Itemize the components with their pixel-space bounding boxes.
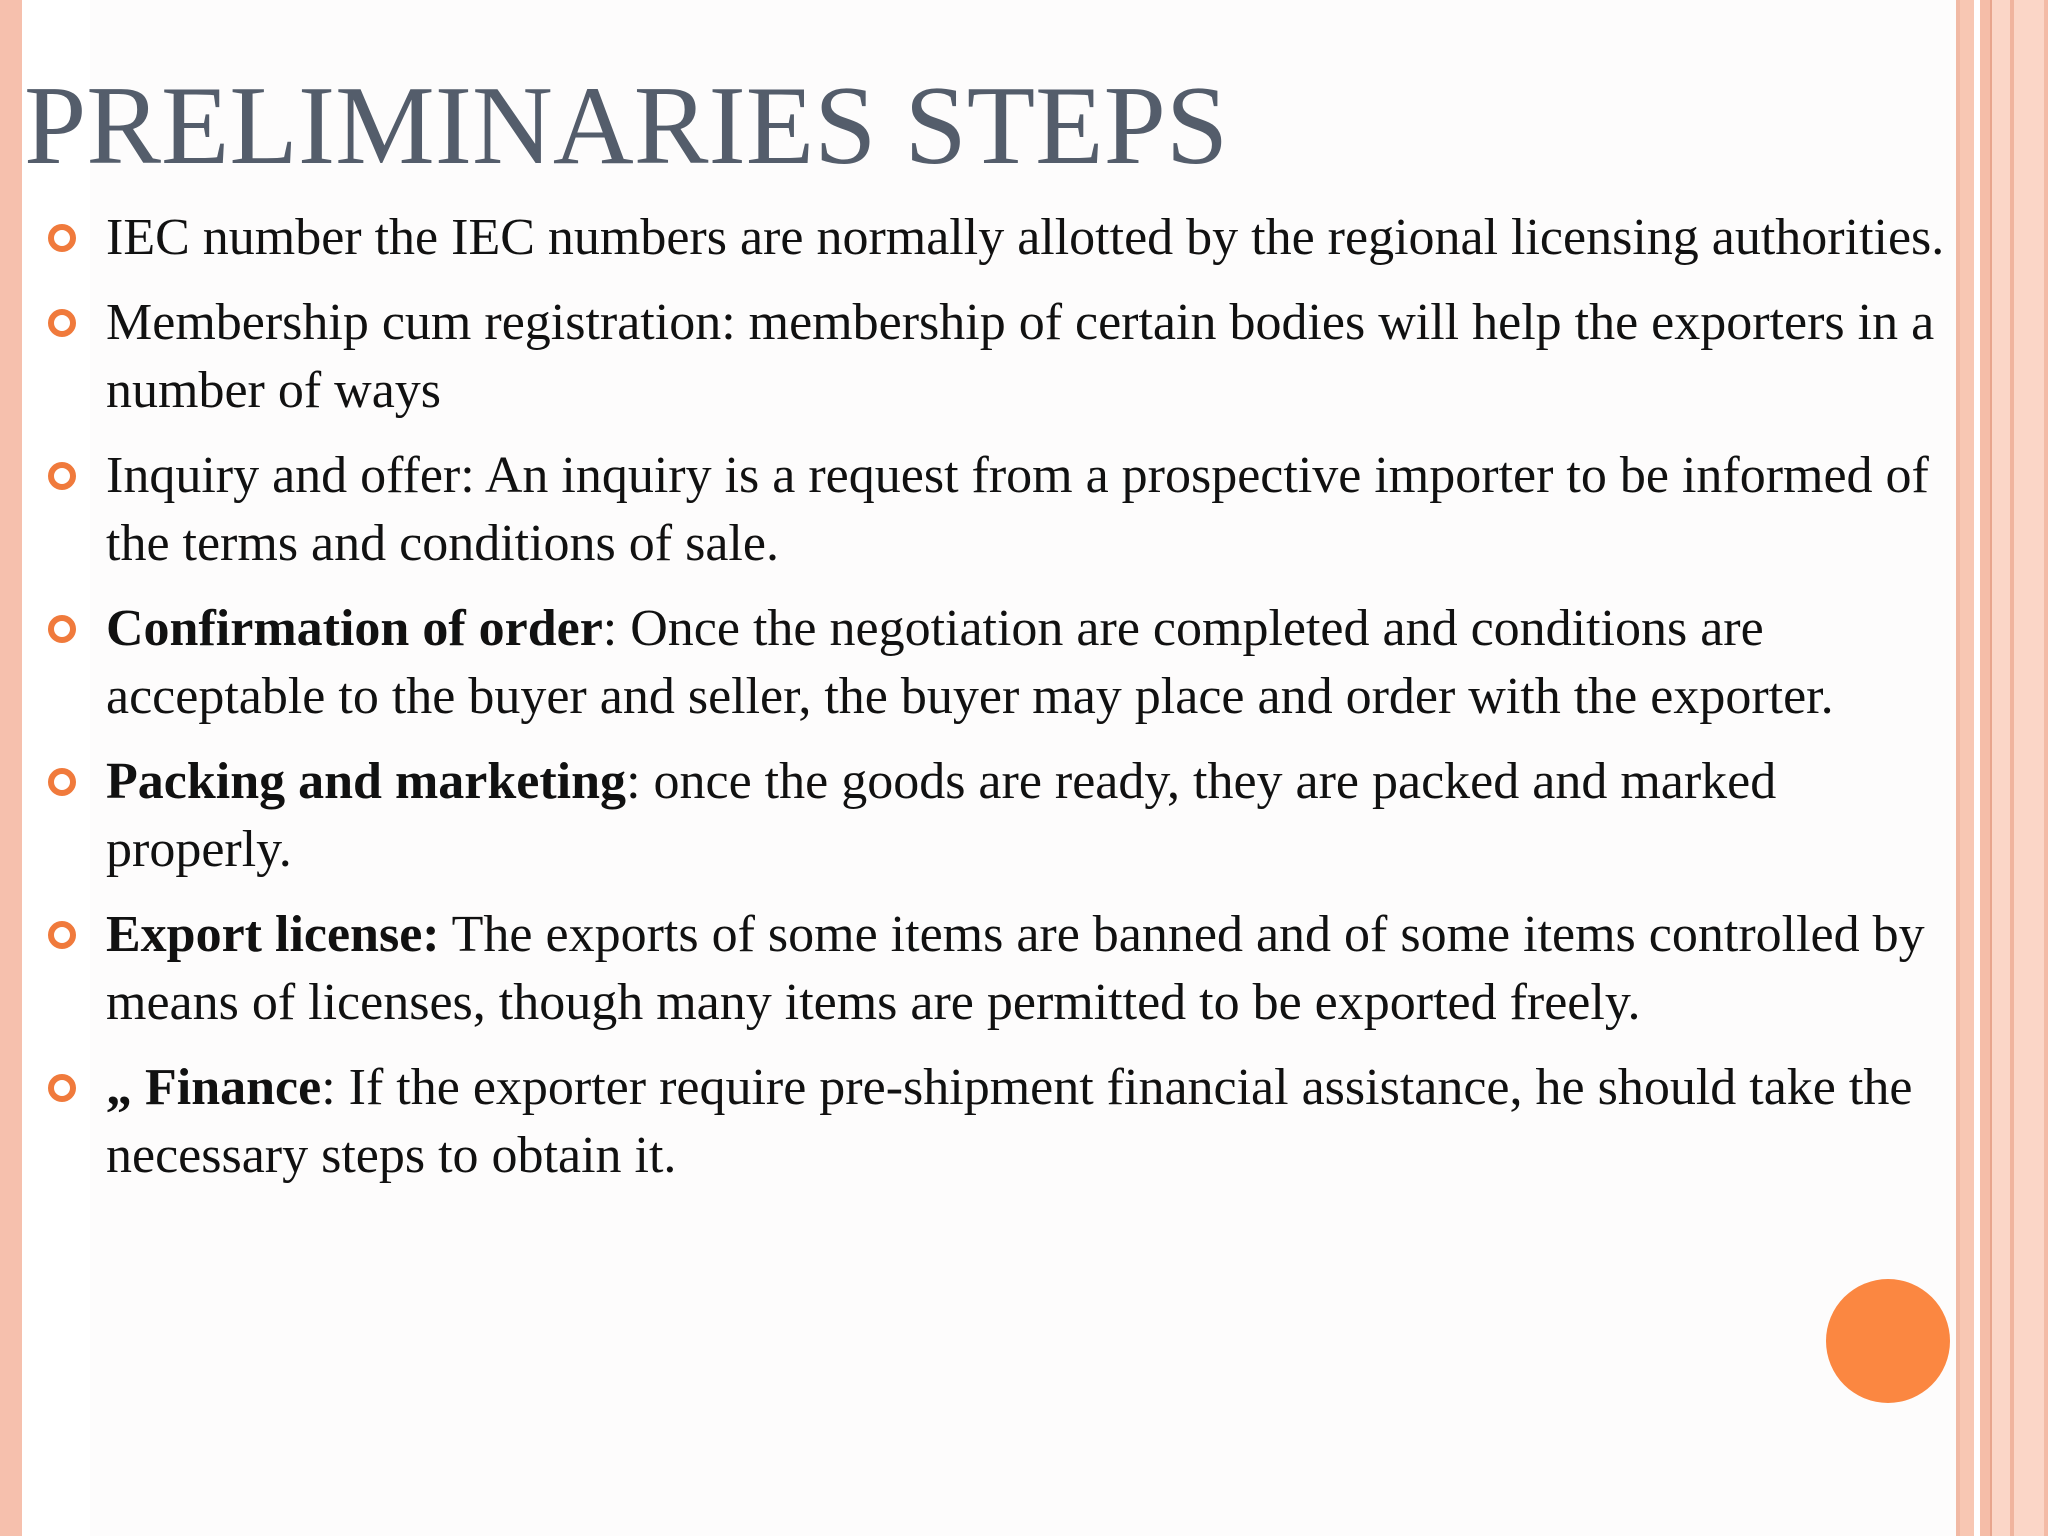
bullet-item-finance xyxy=(44,1054,1964,1190)
slide-title: PRELIMINARIES STEPS xyxy=(24,64,1229,188)
bullet-text: : Once the negotiation are completed and conditions are acceptable to the buyer and seller, the buyer may place and order with the exporter. xyxy=(106,600,1834,725)
ring-bullet-icon xyxy=(48,1074,76,1102)
bullet-item-membership xyxy=(44,289,1964,425)
bullet-text: : once the goods are ready, they are packed and marked properly. xyxy=(106,753,1777,878)
ring-bullet-icon xyxy=(48,768,76,796)
bullet-item-confirmation-order xyxy=(44,595,1964,731)
right-border-stripe xyxy=(2010,0,2014,1536)
bullet-heading: Export license: xyxy=(106,906,440,963)
ring-bullet-icon xyxy=(48,224,76,252)
bullet-text: The exports of some items are banned and of some items controlled by means of licenses, though many items are permitted to be exported freely. xyxy=(106,906,1925,1031)
bullet-text: Membership cum registration: membership of certain bodies will help the exporters in a number of ways xyxy=(106,294,1935,419)
bullet-text: Inquiry and offer: An inquiry is a request from a prospective importer to be informed of the terms and conditions of sale. xyxy=(106,447,1929,572)
bullet-item-export-license xyxy=(44,901,1964,1037)
ring-bullet-icon xyxy=(48,921,76,949)
right-border-stripe xyxy=(2044,0,2048,1536)
bullet-item-packing-marketing xyxy=(44,748,1964,884)
bullet-heading: „ Finance xyxy=(106,1059,322,1116)
bullet-text: : If the exporter require pre-shipment financial assistance, he should take the necessary steps to obtain it. xyxy=(106,1059,1913,1184)
bullet-heading: Confirmation of order xyxy=(106,600,603,657)
bullet-item-iec-number xyxy=(44,204,1964,272)
ring-bullet-icon xyxy=(48,462,76,490)
right-border-stripe xyxy=(1992,0,2044,1536)
bullet-heading: Packing and marketing xyxy=(106,753,627,810)
left-border-strip xyxy=(0,0,22,1536)
right-border-stripe xyxy=(1980,0,1990,1536)
ring-bullet-icon xyxy=(48,309,76,337)
ring-bullet-icon xyxy=(48,615,76,643)
bullet-list xyxy=(44,204,1964,1207)
decorative-orange-circle xyxy=(1826,1279,1950,1403)
bullet-item-inquiry-offer xyxy=(44,442,1964,578)
bullet-text: IEC number the IEC numbers are normally allotted by the regional licensing authorities. xyxy=(106,209,1945,266)
